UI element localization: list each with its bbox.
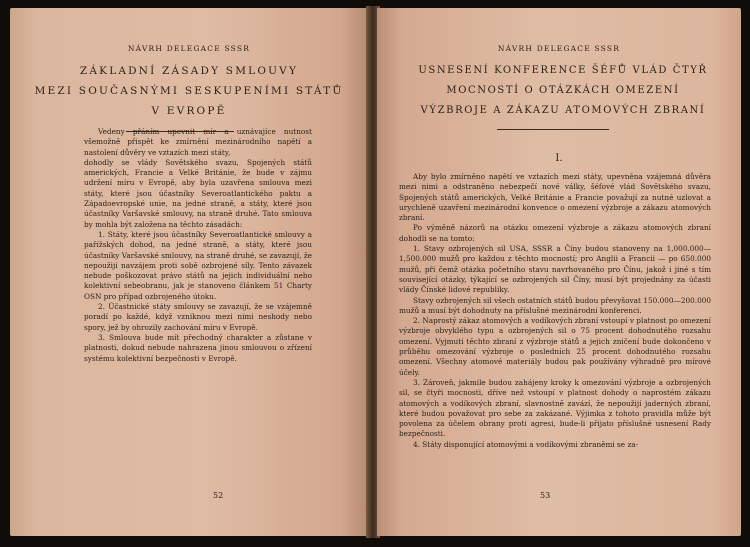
paragraph: 4. Státy disponující atomovými a vodíkovými zbraněmi se za-: [413, 439, 639, 449]
paragraph: 2. Naprostý zákaz atomových a vodíkových zbraní vstoupí v platnost po omezení výzbroje obvyklého typu a ozbrojených sil o 75 procent dohodnutého rozsahu omezení. Vyjmutí těchto zbraní z výzbroje států a jejich zničení bude dokončeno v průběhu omezování výzbroje o posledních 25 procent dohodnutého rozsahu omezení. Všechny atomové materiály budou pak používány výhradně pro mírové účely.: [399, 316, 711, 377]
paragraph: 2. Účastnické státy smlouvy se zavazují, že se vzájemně poradí po každé, když vzniknou mezi nimi neshody nebo spory, jež by ohrozily zachování míru v Evropě.: [84, 302, 312, 332]
paragraph: dohodly se vlády Sovětského svazu, Spojených států amerických, Francie a Velké Británie, že bude v zájmu udržení míru v Evropě, aby byla uzavřena smlouva mezi státy, které jsou účastníky Severoatlantického paktu a Západoevropské unie, na jedné straně, a státy, které jsou účastníky Varšavské smlouvy, na straně druhé. Tato smlouva by mohla být založena na těchto zásadách:: [84, 157, 312, 229]
running-head-right: NÁVRH DELEGACE SSSR: [497, 44, 621, 53]
right-page-body: [399, 172, 711, 450]
page-number-right: 53: [540, 491, 551, 500]
paragraph: 3. Zároveň, jakmile budou zahájeny kroky k omezování výzbroje a ozbrojených sil, se čtyři mocnosti, dříve než vstoupí v platnost dohody o naprostém zákazu atomových a vodíkových zbraní, slavnostně zavází, že nepoužijí jaderných zbraní, které budou považovat pro sebe za zakázané. Výjimka z tohoto pravidla může být povolena za účelem obrany proti agresi, bude-li přijato příslušné usnesení Rady bezpečnosti.: [399, 377, 711, 439]
left-page-body: [84, 127, 312, 364]
title-line: MEZI SOUČASNÝMI SESKUPENÍMI STÁTŮ: [34, 85, 344, 97]
paragraph: 1. Státy, které jsou účastníky Severoatlantické smlouvy a pařížských dohod, na jedné straně, a státy, které jsou účastníky Varšavské smlouvy, na straně druhé, se zavazují, že nepoužijí navzájem proti sobě ozbrojené síly. Tento závazek nebude poškozovat právo států na jejich individuální nebo kolektivní sebeobranu, jak je stanoveno článkem 51 Charty OSN pro případ ozbrojeného útoku.: [84, 229, 312, 301]
running-head-left: NÁVRH DELEGACE SSSR: [127, 44, 251, 53]
title-line: V EVROPĚ: [151, 105, 227, 117]
paragraph: 1. Stavy ozbrojených sil USA, SSSR a Číny budou stanoveny na 1,000.000—1,500.000 mužů pro každou z těchto mocností; pro Anglii a Francii — po 650.000 mužů, při čemž otázka početního stavu navrhovaného pro Čínu, jakož i jiné s tím související otázky, týkající se ozbrojených sil Číny, musí být projednány za účasti vlády Čínské lidové republiky.: [399, 244, 711, 295]
title-line: USNESENÍ KONFERENCE ŠÉFŮ VLÁD ČTYŘ: [418, 65, 708, 76]
right-page-title: [381, 61, 741, 121]
title-line: ZÁKLADNÍ ZÁSADY SMLOUVY: [79, 65, 299, 77]
paragraph: Aby bylo zmírněno napětí ve vztazích mezi státy, upevněna vzájemná důvěra mezi nimi a odstraněno nebezpečí nové války, šéfové vlád Sovětského svazu, Spojených států amerických, Velké Británie a Francie považují za nutné uzlovat a urychleně uzavření mezinárodní konvence o omezení výzbroje a zákazu atomových zbraní.: [399, 172, 711, 223]
paragraph: Vedeny přáním upevnit mír a uznávajíce nutnost všemožně přispět ke zmírnění mezinárodního napětí a nastolení důvěry ve vztazích mezi státy,: [84, 127, 312, 157]
title-line: VÝZBROJE A ZÁKAZU ATOMOVÝCH ZBRANÍ: [420, 105, 706, 116]
title-line: MOCNOSTÍ O OTÁZKÁCH OMEZENÍ: [446, 85, 680, 96]
left-page-title: [10, 61, 368, 121]
title-divider: [497, 129, 609, 130]
page-number-left: 52: [213, 491, 224, 500]
right-page: [377, 8, 741, 536]
paragraph: Stavy ozbrojených sil všech ostatních států budou převyšovat 150.000—200.000 mužů a musí být dohodnuty na příslušné mezinárodní konferenci.: [399, 295, 711, 315]
paragraph: 3. Smlouva bude mít přechodný charakter a zůstane v platnosti, dokud nebude nahrazena jinou smlouvou o zřízení systému kolektivní bezpečnosti v Evropě.: [84, 332, 312, 363]
paragraph: Po výměně názorů na otázku omezení výzbroje a zákazu atomových zbraní dohodli se na tomto:: [399, 223, 711, 243]
section-number: I.: [555, 153, 563, 164]
left-page: [10, 8, 368, 536]
